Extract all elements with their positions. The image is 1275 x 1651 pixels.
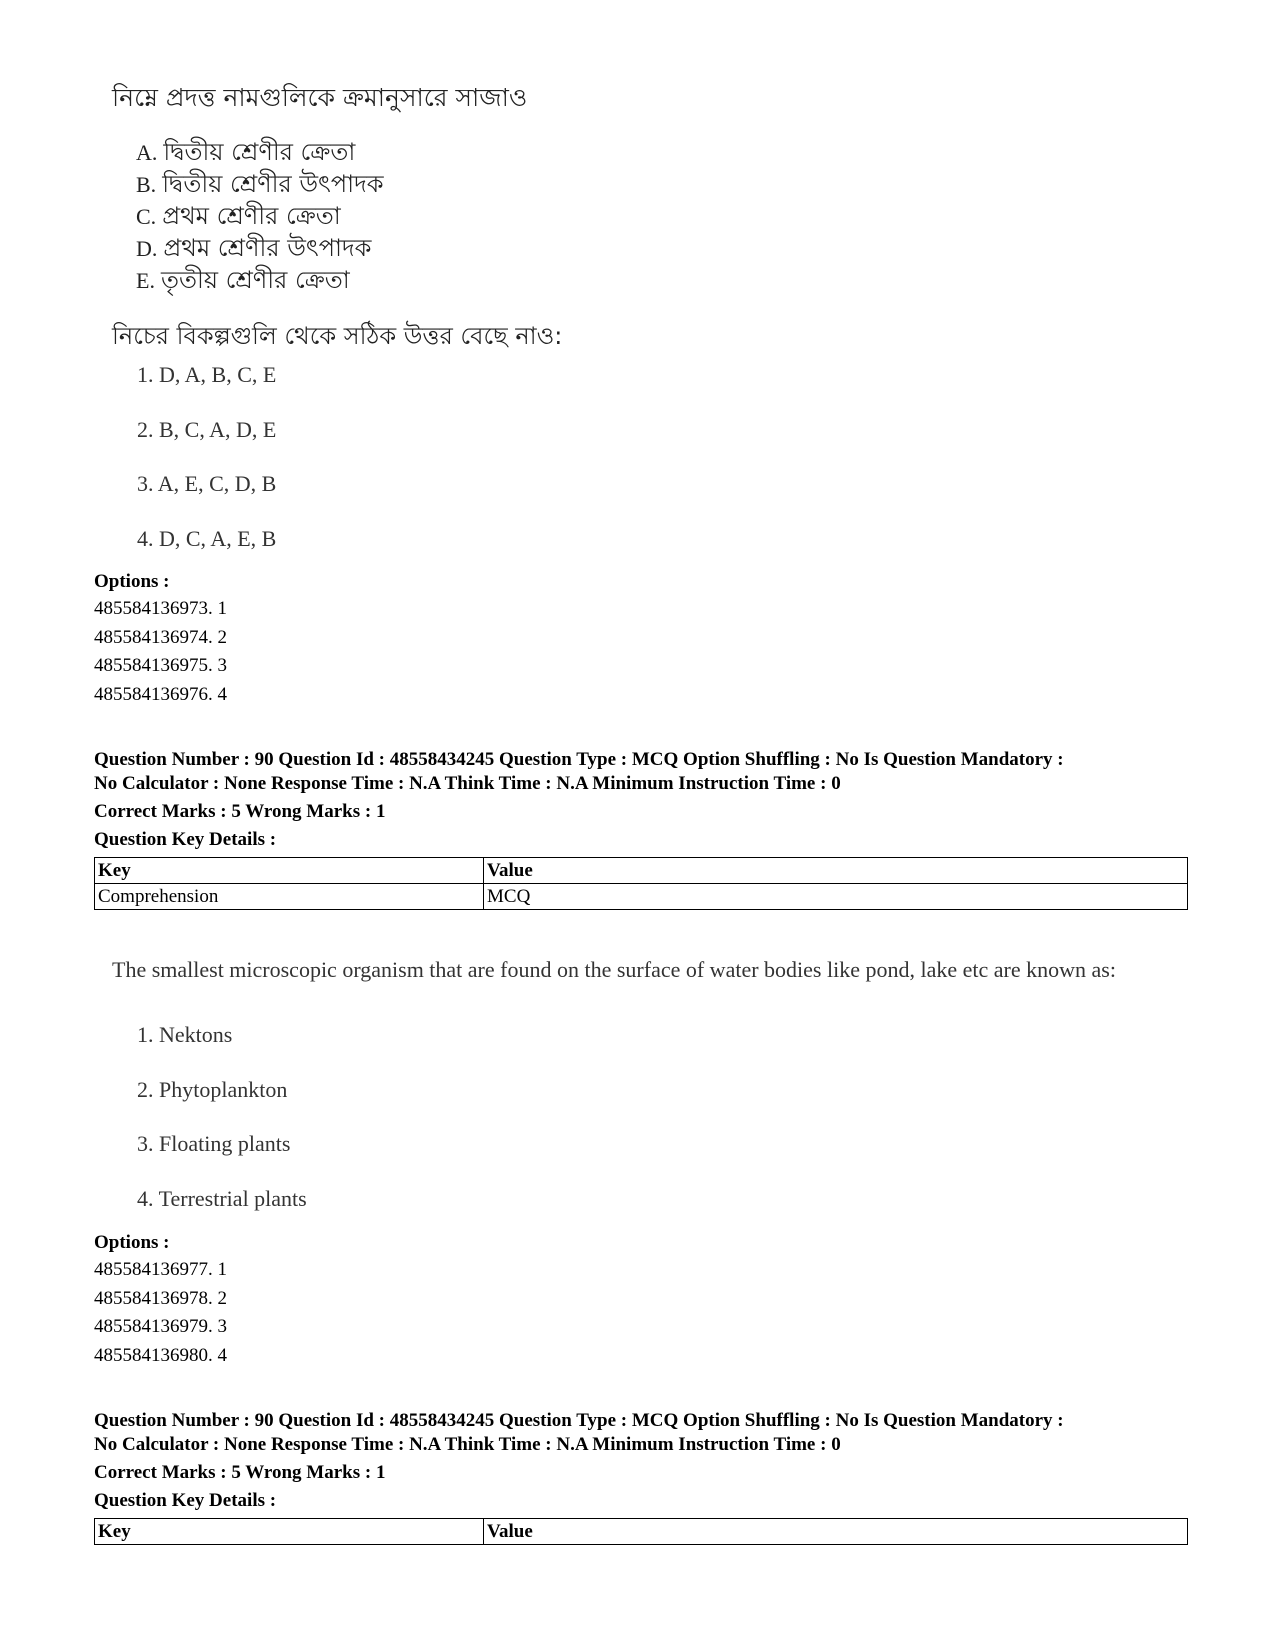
marks-info: Correct Marks : 5 Wrong Marks : 1 xyxy=(94,1462,386,1483)
question-instruction-bengali: নিচের বিকল্পগুলি থেকে সঠিক উত্তর বেছে নাও: xyxy=(112,322,563,350)
list-item: B. দ্বিতীয় শ্রেণীর উৎপাদক xyxy=(136,170,384,198)
option-item: 485584136980. 4 xyxy=(94,1344,227,1366)
answer-choices xyxy=(137,1020,307,1238)
question-meta: Question Number : 90 Question Id : 48558434245 Question Type : MCQ Option Shuffling : No Is Question Mandatory : No Calculator : None Response Time : N.A Think Time : N.A Minimum Instruction Time : 0 xyxy=(94,1410,1064,1455)
choice-item: 2. B, C, A, D, E xyxy=(137,416,277,442)
list-item: A. দ্বিতীয় শ্রেণীর ক্রেতা xyxy=(136,138,356,166)
list-item: D. প্রথম শ্রেণীর উৎপাদক xyxy=(136,234,372,262)
key-header: Key xyxy=(95,1519,484,1545)
option-item: 485584136978. 2 xyxy=(94,1287,227,1309)
options-list xyxy=(94,595,227,709)
table-header-row xyxy=(95,858,1188,884)
option-item: 485584136979. 3 xyxy=(94,1316,227,1337)
option-item: 485584136976. 4 xyxy=(94,683,227,705)
value-cell: MCQ xyxy=(484,884,1188,910)
question-title-bengali: নিম্নে প্রদত্ত নামগুলিকে ক্রমানুসারে সাজাও xyxy=(112,83,528,112)
options-list xyxy=(94,1256,227,1370)
value-header: Value xyxy=(484,1519,1188,1545)
list-item: C. প্রথম শ্রেণীর ক্রেতা xyxy=(136,202,341,230)
choice-item: 3. Floating plants xyxy=(137,1131,291,1156)
question-meta: Question Number : 90 Question Id : 48558434245 Question Type : MCQ Option Shuffling : No Is Question Mandatory : No Calculator : None Response Time : N.A Think Time : N.A Minimum Instruction Time : 0 xyxy=(94,749,1064,794)
option-item: 485584136977. 1 xyxy=(94,1259,227,1280)
options-label: Options : xyxy=(94,571,170,592)
choice-item: 3. A, E, C, D, B xyxy=(137,471,277,496)
choice-item: 1. D, A, B, C, E xyxy=(137,362,277,387)
key-value-table xyxy=(94,1518,1188,1545)
choice-item: 4. D, C, A, E, B xyxy=(137,525,277,551)
options-label: Options : xyxy=(94,1232,170,1253)
value-header: Value xyxy=(484,858,1188,884)
key-value-table xyxy=(94,857,1188,910)
marks-info: Correct Marks : 5 Wrong Marks : 1 xyxy=(94,801,386,822)
key-details-label: Question Key Details : xyxy=(94,829,277,850)
answer-choices xyxy=(137,360,276,578)
key-cell: Comprehension xyxy=(95,884,484,910)
choice-item: 2. Phytoplankton xyxy=(137,1076,288,1102)
choice-item: 1. Nektons xyxy=(137,1022,233,1047)
question-text: The smallest microscopic organism that are found on the surface of water bodies like pond, lake etc are known as: xyxy=(112,957,1116,982)
option-item: 485584136975. 3 xyxy=(94,655,227,676)
bengali-item-list xyxy=(136,136,384,296)
key-header: Key xyxy=(95,858,484,884)
key-details-label: Question Key Details : xyxy=(94,1490,277,1511)
table-header-row xyxy=(95,1519,1188,1545)
list-item: E. তৃতীয় শ্রেণীর ক্রেতা xyxy=(136,266,350,294)
table-row xyxy=(95,884,1188,910)
option-item: 485584136973. 1 xyxy=(94,598,227,619)
option-item: 485584136974. 2 xyxy=(94,626,227,648)
choice-item: 4. Terrestrial plants xyxy=(137,1185,307,1211)
